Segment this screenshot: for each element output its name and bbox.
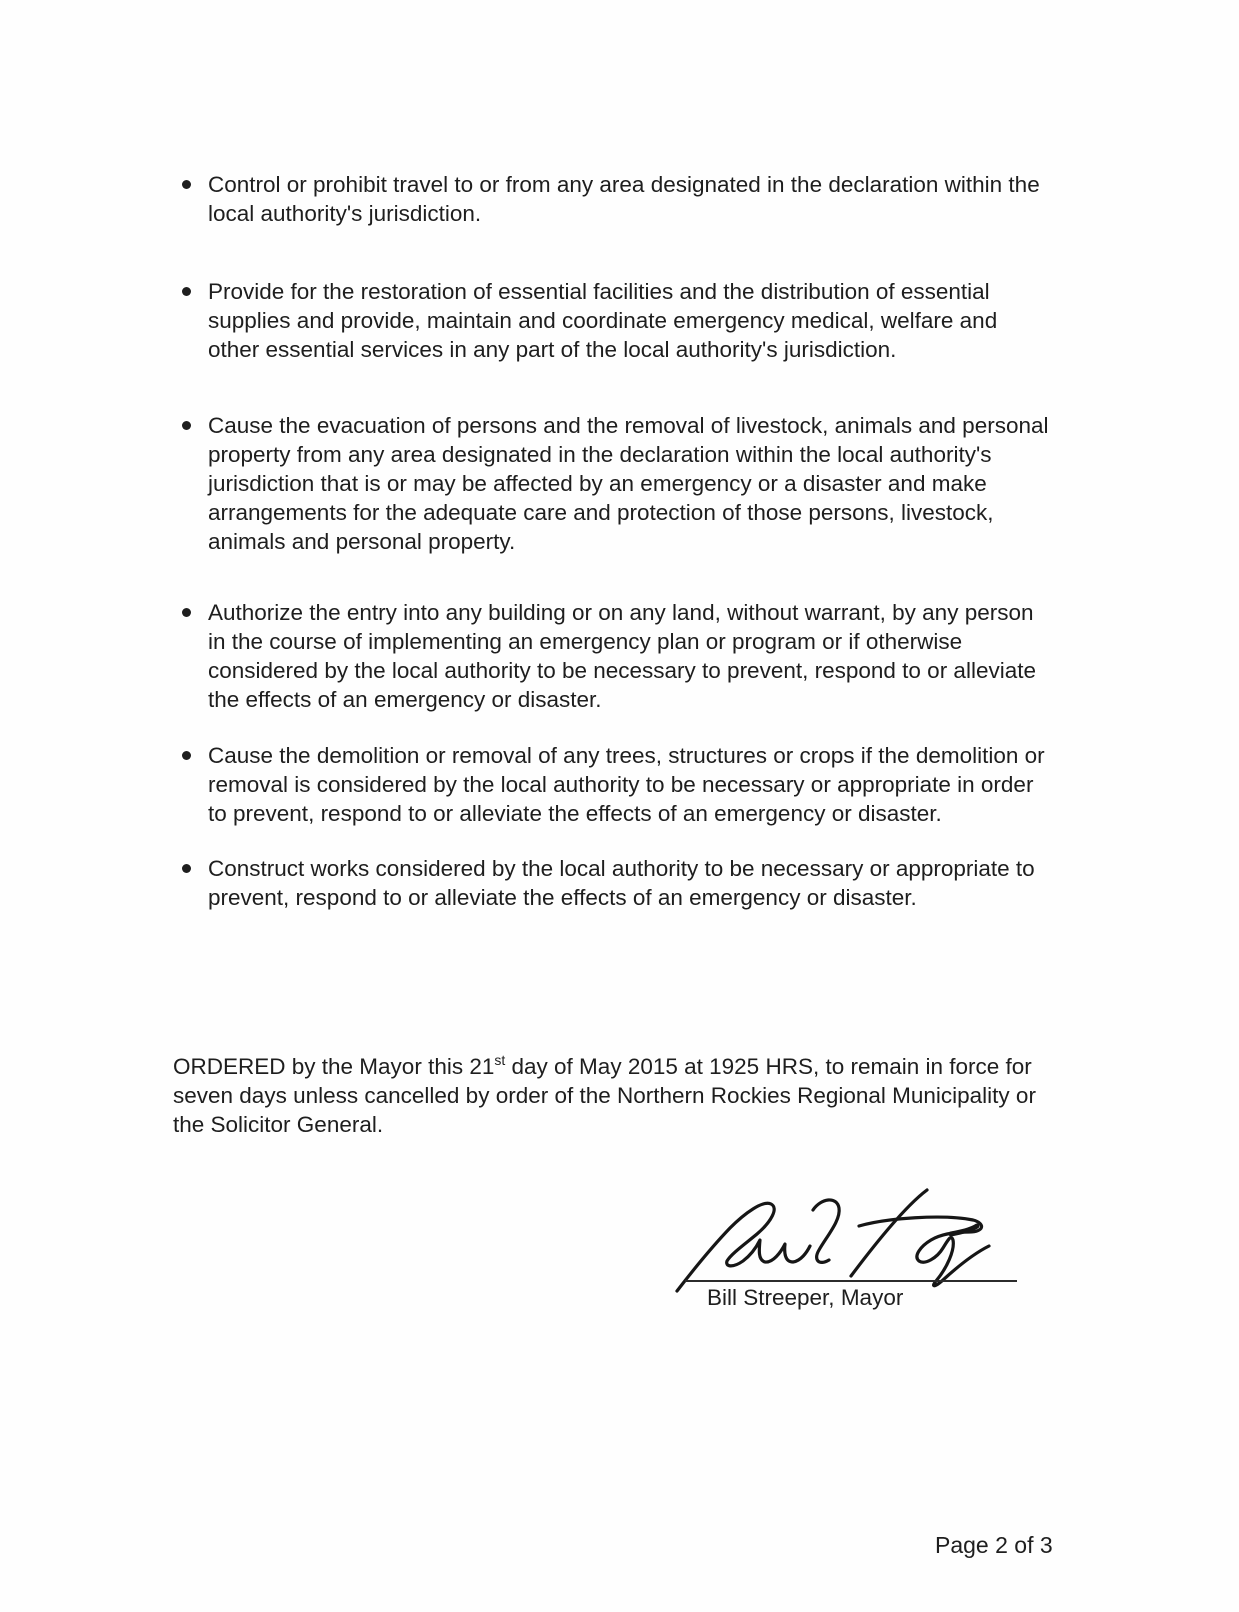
order-text-after: day of May 2015 at 1925 HRS, to remain in force for seven days unless cancelled by order of the Northern Rockies Regional Municipality or the Solicitor General. [173, 1054, 1036, 1137]
bullet-item [208, 411, 1053, 556]
mayor-signature-image [655, 1160, 1000, 1295]
bullet-item [208, 741, 1053, 828]
bullet-item [208, 170, 1053, 228]
order-text-before: ORDERED by the Mayor this 21 [173, 1054, 495, 1079]
bullet-text: Control or prohibit travel to or from any area designated in the declaration within the local authority's jurisdiction. [208, 172, 1040, 226]
bullet-icon [182, 421, 191, 430]
bullet-icon [182, 864, 191, 873]
bullet-item [208, 598, 1053, 714]
bullet-list [208, 170, 1053, 912]
bullet-item [208, 277, 1053, 364]
bullet-text: Authorize the entry into any building or on any land, without warrant, by any person in the course of implementing an emergency plan or program or if otherwise considered by the local authority to be necessary to prevent, respond to or alleviate the effects of an emergency or disaster. [208, 600, 1036, 712]
bullet-text: Construct works considered by the local authority to be necessary or appropriate to prevent, respond to or alleviate the effects of an emergency or disaster. [208, 856, 1035, 910]
bullet-text: Cause the demolition or removal of any trees, structures or crops if the demolition or removal is considered by the local authority to be necessary or appropriate in order to prevent, respond to or alleviate the effects of an emergency or disaster. [208, 743, 1045, 826]
bullet-icon [182, 751, 191, 760]
bullet-icon [182, 287, 191, 296]
bullet-text: Provide for the restoration of essential facilities and the distribution of essential supplies and provide, maintain and coordinate emergency medical, welfare and other essential services in any part of the local authority's jurisdiction. [208, 279, 998, 362]
bullet-icon [182, 608, 191, 617]
signature-block [655, 1160, 1035, 1320]
bullet-text: Cause the evacuation of persons and the removal of livestock, animals and personal property from any area designated in the declaration within the local authority's jurisdiction that is or may be affected by an emergency or a disaster and make arrangements for the adequate care and protection of those persons, livestock, animals and personal property. [208, 413, 1049, 554]
ordinal-superscript: st [494, 1052, 506, 1068]
bullet-icon [182, 180, 191, 189]
order-paragraph [173, 1052, 1045, 1139]
bullet-item [208, 854, 1053, 912]
signature-line [685, 1280, 1017, 1282]
page-number: Page 2 of 3 [935, 1532, 1053, 1558]
signature-name-label: Bill Streeper, Mayor [707, 1285, 904, 1310]
